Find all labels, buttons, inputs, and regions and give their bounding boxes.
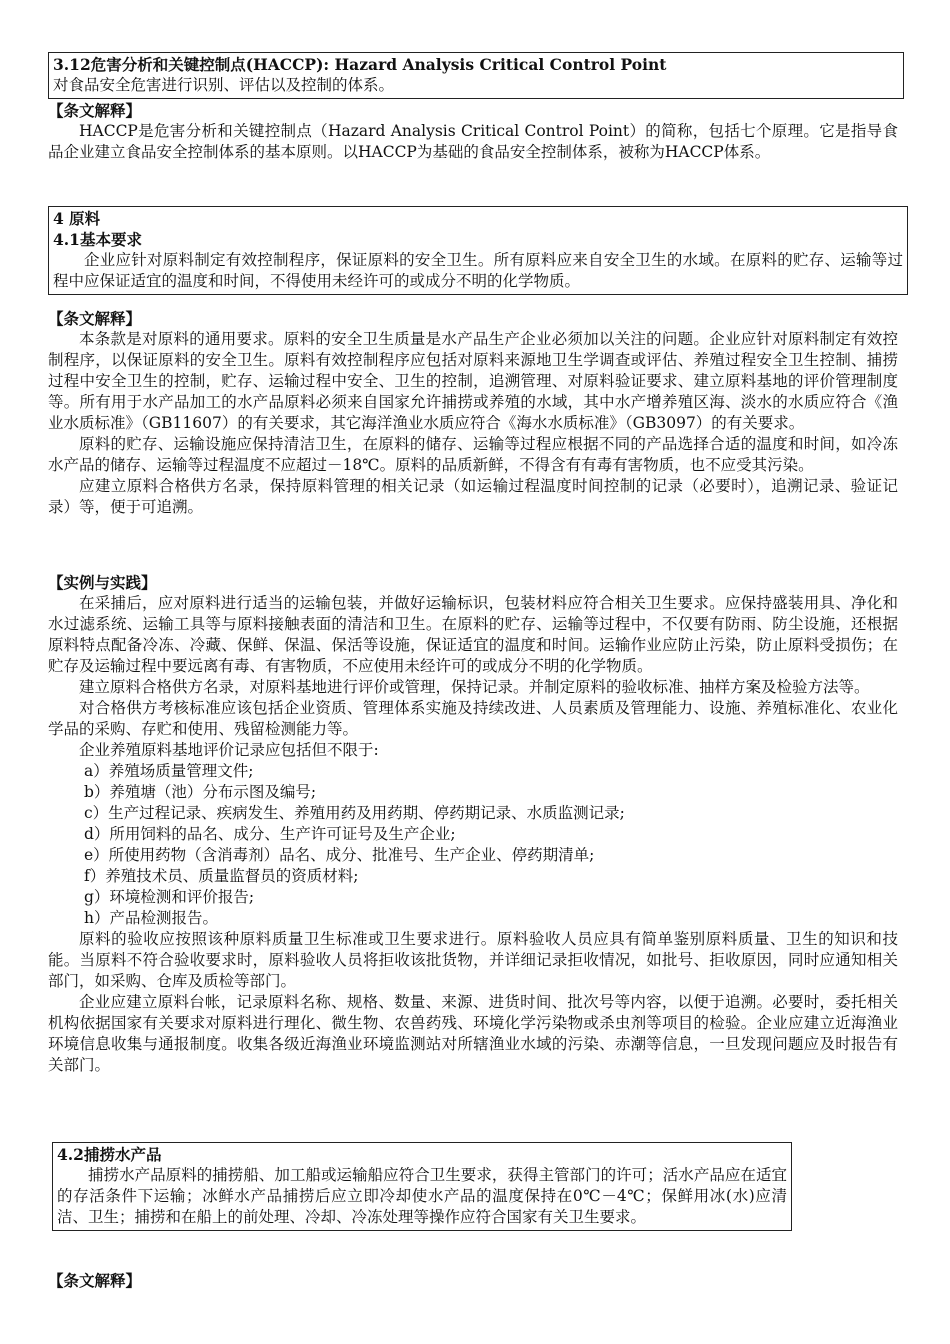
- section-box-4-1: [48, 206, 908, 295]
- practice-paragraph: 企业应建立原料台帐，记录原料名称、规格、数量、来源、进货时间、批次号等内容，以便于追溯。必要时，委托相关机构依据国家有关要求对原料进行理化、微生物、农兽药残、环境化学污染物或杀虫剂等项目的检验。企业应建立近海渔业环境信息收集与通报制度。收集各级近海渔业环境监测站对所辖渔业水域的污染、赤潮等信息，一旦发现问题应及时报告有关部门。: [48, 993, 898, 1074]
- practice-section: [48, 572, 898, 1076]
- explanation-paragraph: HACCP是危害分析和关键控制点（Hazard Analysis Critical Control Point）的简称，包括七个原理。它是指导食品企业建立食品安全控制体系的基本原则。以HACCP为基础的食品安全控制体系，被称为HACCP体系。: [48, 122, 898, 161]
- list-item: g）环境检测和评价报告;: [84, 888, 255, 906]
- section-4-1-text: 企业应针对原料制定有效控制程序，保证原料的安全卫生。所有原料应来自安全卫生的水域。在原料的贮存、运输等过程中应保证适宜的温度和时间，不得使用未经许可的或成分不明的化学物质。: [53, 251, 903, 290]
- practice-paragraph: 原料的验收应按照该种原料质量卫生标准或卫生要求进行。原料验收人员应具有简单鉴别原料质量、卫生的知识和技能。当原料不符合验收要求时，原料验收人员将拒收该批货物，并详细记录拒收情况，如批号、拒收原因，同时应通知相关部门，如采购、仓库及质检等部门。: [48, 930, 898, 990]
- practice-paragraph: 在采捕后，应对原料进行适当的运输包装，并做好运输标识，包装材料应符合相关卫生要求。应保持盛装用具、净化和水过滤系统、运输工具等与原料接触表面的清洁和卫生。在原料的贮存、运输等过程中，不仅要有防雨、防尘设施，还根据原料特点配备冷冻、冷藏、保鲜、保温、保活等设施，保证适宜的温度和时间。运输作业应防止污染，防止原料受损伤；在贮存及运输过程中要远离有毒、有害物质，不应使用未经许可的或成分不明的化学物质。: [48, 594, 898, 675]
- section-title-4-1: 4.1基本要求: [53, 230, 142, 249]
- practice-label: 【实例与实践】: [48, 573, 157, 592]
- definition-text: 对食品安全危害进行识别、评估以及控制的体系。: [53, 76, 395, 94]
- list-item: e）所使用药物（含消毒剂）品名、成分、批准号、生产企业、停药期清单;: [84, 846, 595, 864]
- list-item: c）生产过程记录、疾病发生、养殖用药及用药期、停药期记录、水质监测记录;: [84, 804, 625, 822]
- explanation-label: 【条文解释】: [48, 309, 142, 328]
- practice-paragraph: 企业养殖原料基地评价记录应包括但不限于:: [79, 741, 379, 759]
- evaluation-record-list: [48, 761, 898, 929]
- explanation-label: 【条文解释】: [48, 101, 142, 120]
- explanation-paragraph: 本条款是对原料的通用要求。原料的安全卫生质量是水产品生产企业必须加以关注的问题。企业应针对原料制定有效控制程序，以保证原料的安全卫生。原料有效控制程序应包括对原料来源地卫生学调查或评估、养殖过程安全卫生控制、捕捞过程中安全卫生的控制，贮存、运输过程中安全、卫生的控制，追溯管理、对原料验证要求、建立原料基地的评价管理制度等。所有用于水产品加工的水产品原料必须来自国家允许捕捞或养殖的水域，其中水产增养殖区海、淡水的水质应符合《渔业水质标准》（GB11607）的有关要求，其它海洋渔业水质应符合《海水水质标准》（GB3097）的有关要求。: [48, 330, 898, 432]
- list-item: b）养殖塘（池）分布示图及编号;: [84, 783, 317, 801]
- section-4-2-text: 捕捞水产品原料的捕捞船、加工船或运输船应符合卫生要求，获得主管部门的许可；活水产品应在适宜的存活条件下运输；冰鲜水产品捕捞后应立即冷却使水产品的温度保持在0℃－4℃；保鲜用冰(水)应清洁、卫生；捕捞和在船上的前处理、冷却、冷冻处理等操作应符合国家有关卫生要求。: [57, 1166, 787, 1226]
- explanation-section-2: [48, 308, 898, 518]
- list-item: d）所用饲料的品名、成分、生产许可证号及生产企业;: [84, 825, 456, 843]
- section-title-4: 4 原料: [53, 209, 101, 228]
- definition-box-3-12: [48, 52, 904, 99]
- explanation-section-1: [48, 100, 898, 163]
- practice-paragraph: 建立原料合格供方名录，对原料基地进行评价或管理，保持记录。并制定原料的验收标准、抽样方案及检验方法等。: [79, 678, 870, 696]
- explanation-section-3: [48, 1270, 904, 1291]
- explanation-paragraph: 应建立原料合格供方名录，保持原料管理的相关记录（如运输过程温度时间控制的记录（必要时），追溯记录、验证记录）等，便于可追溯。: [48, 477, 898, 516]
- practice-paragraph: 对合格供方考核标准应该包括企业资质、管理体系实施及持续改进、人员素质及管理能力、设施、养殖标准化、农业化学品的采购、存贮和使用、残留检测能力等。: [48, 699, 898, 738]
- list-item: h）产品检测报告。: [84, 909, 218, 927]
- list-item: f）养殖技术员、质量监督员的资质材料;: [84, 867, 359, 885]
- section-box-4-2: [52, 1142, 792, 1231]
- explanation-label: 【条文解释】: [48, 1271, 142, 1290]
- section-title-4-2: 4.2捕捞水产品: [57, 1145, 162, 1164]
- list-item: a）养殖场质量管理文件;: [84, 762, 254, 780]
- explanation-paragraph: 原料的贮存、运输设施应保持清洁卫生，在原料的储存、运输等过程应根据不同的产品选择合适的温度和时间，如冷冻水产品的储存、运输等过程温度不应超过－18℃。原料的品质新鲜，不得含有有毒有害物质，也不应受其污染。: [48, 435, 898, 474]
- section-title-3-12: 3.12危害分析和关键控制点(HACCP): Hazard Analysis Critical Control Point: [53, 55, 667, 74]
